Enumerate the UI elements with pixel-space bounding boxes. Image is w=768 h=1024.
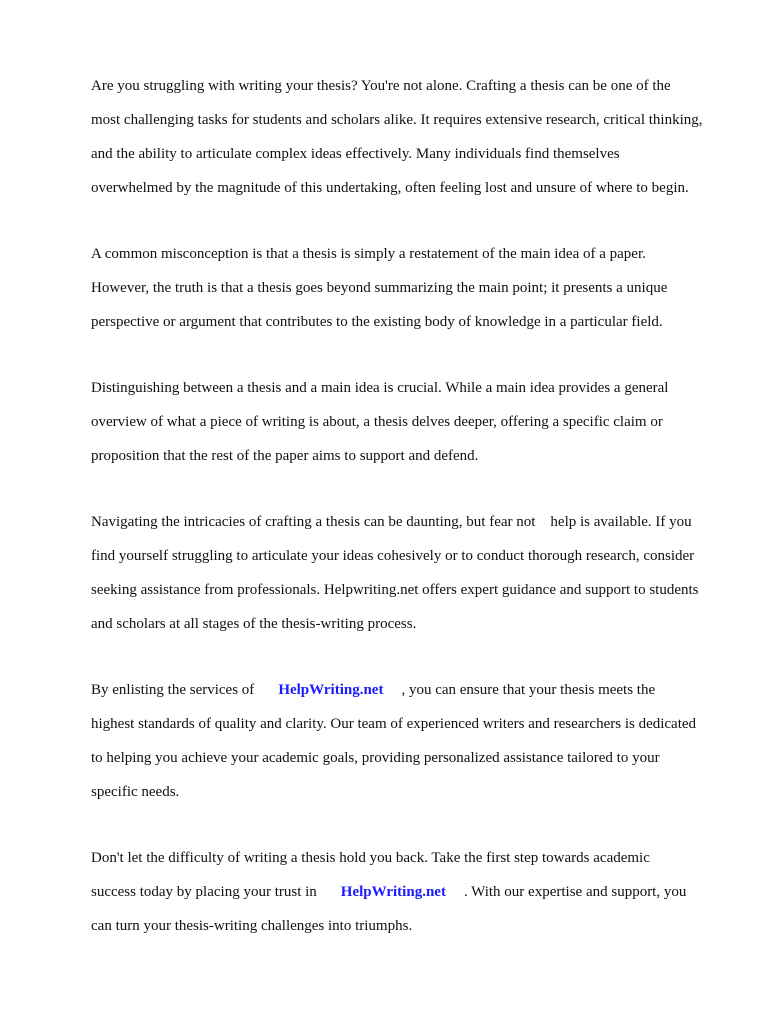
text-fragment: . With our expertise and support, you — [463, 884, 687, 900]
paragraph-intro — [91, 61, 731, 214]
text-fragment: , you can ensure that your thesis meets the — [401, 682, 656, 698]
text-line: A common misconception is that a thesis is simply a restatement of the main idea of a paper. — [91, 246, 646, 262]
text-line: overwhelmed by the magnitude of this undertaking, often feeling lost and unsure of where to begin. — [91, 180, 689, 196]
text-line: overview of what a piece of writing is about, a thesis delves deeper, offering a specific claim or — [91, 414, 663, 430]
text-line-with-link — [91, 682, 731, 699]
text-line: Are you struggling with writing your thesis? You're not alone. Crafting a thesis can be one of the — [91, 78, 671, 94]
text-line: Distinguishing between a thesis and a main idea is crucial. While a main idea provides a general — [91, 380, 669, 396]
text-line: and the ability to articulate complex ideas effectively. Many individuals find themselves — [91, 146, 620, 162]
document-body — [91, 61, 731, 967]
paragraph-misconception — [91, 229, 731, 348]
text-line: proposition that the rest of the paper aims to support and defend. — [91, 448, 479, 464]
text-line: can turn your thesis-writing challenges into triumphs. — [91, 918, 413, 934]
text-line: seeking assistance from professionals. Helpwriting.net offers expert guidance and support to students — [91, 582, 699, 598]
text-line: find yourself struggling to articulate your ideas cohesively or to conduct thorough research, consider — [91, 548, 695, 564]
text-line: Don't let the difficulty of writing a thesis hold you back. Take the first step towards academic — [91, 850, 650, 866]
text-fragment: By enlisting the services of — [91, 682, 255, 698]
text-line: Navigating the intricacies of crafting a thesis can be daunting, but fear not help is available. If you — [91, 514, 692, 530]
paragraph-enlisting — [91, 665, 731, 818]
paragraph-navigating — [91, 497, 731, 650]
text-line: specific needs. — [91, 784, 180, 800]
paragraph-distinguishing — [91, 363, 731, 482]
helpwriting-link[interactable]: HelpWriting.net — [278, 682, 384, 698]
text-line: and scholars at all stages of the thesis-writing process. — [91, 616, 417, 632]
text-line-with-link — [91, 884, 731, 901]
text-line: most challenging tasks for students and scholars alike. It requires extensive research, critical thinking, — [91, 112, 703, 128]
text-line: However, the truth is that a thesis goes beyond summarizing the main point; it presents a unique — [91, 280, 668, 296]
text-line: to helping you achieve your academic goals, providing personalized assistance tailored to your — [91, 750, 660, 766]
text-line: perspective or argument that contributes to the existing body of knowledge in a particular field. — [91, 314, 663, 330]
helpwriting-link[interactable]: HelpWriting.net — [340, 884, 446, 900]
paragraph-closing — [91, 833, 731, 952]
text-fragment: success today by placing your trust in — [91, 884, 317, 900]
text-line: highest standards of quality and clarity. Our team of experienced writers and researchers is dedicated — [91, 716, 697, 732]
